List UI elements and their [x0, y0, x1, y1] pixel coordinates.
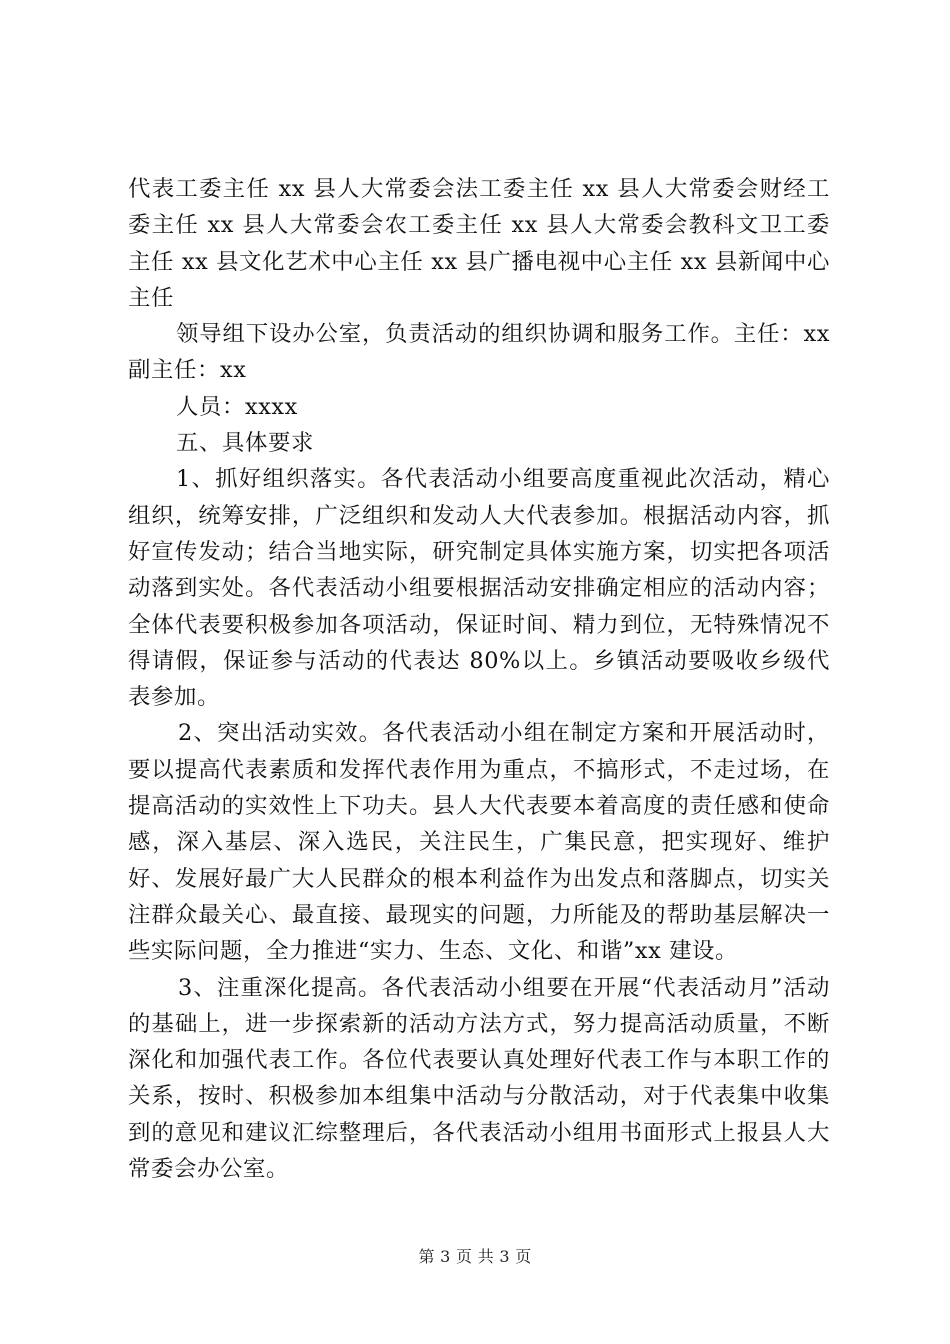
paragraph-requirement-2: 2、突出活动实效。各代表活动小组在制定方案和开展活动时，要以提高代表素质和发挥代表作用为重点，不搞形式，不走过场，在提高活动的实效性上下功夫。县人大代表要本着高度的责任感和使命感，深入基层、深入选民，关注民生，广集民意，把实现好、维护好、发展好最广大人民群众的根本利益作为出发点和落脚点，切实关注群众最关心、最直接、最现实的问题，力所能及的帮助基层解决一些实际问题，全力推进“实力、生态、文化、和谐”xx 建设。 — [128, 720, 830, 965]
section-heading-requirements: 五、具体要求 — [176, 430, 314, 457]
paragraph-committee-list: 代表工委主任 xx 县人大常委会法工委主任 xx 县人大常委会财经工委主任 xx 县人大常委会农工委主任 xx 县人大常委会教科文卫工委主任 xx 县文化艺术中心主任 xx 县广播电视中心主任 xx 县新闻中心主任 — [128, 176, 830, 311]
page-footer: 第 3 页 共 3 页 — [418, 1247, 532, 1266]
document-body — [128, 171, 830, 1187]
paragraph-office: 领导组下设办公室，负责活动的组织协调和服务工作。主任：xx 副主任：xx — [128, 321, 830, 384]
paragraph-staff: 人员：xxxx — [176, 393, 298, 420]
paragraph-requirement-1: 1、抓好组织落实。各代表活动小组要高度重视此次活动，精心组织，统筹安排，广泛组织和发动人大代表参加。根据活动内容，抓好宣传发动；结合当地实际，研究制定具体实施方案，切实把各项活动落到实处。各代表活动小组要根据活动安排确定相应的活动内容；全体代表要积极参加各项活动，保证时间、精力到位，无特殊情况不得请假，保证参与活动的代表达 80%以上。乡镇活动要吸收乡级代表参加。 — [128, 466, 830, 711]
paragraph-requirement-3: 3、注重深化提高。各代表活动小组要在开展“代表活动月”活动的基础上，进一步探索新的活动方法方式，努力提高活动质量，不断深化和加强代表工作。各位代表要认真处理好代表工作与本职工作的关系，按时、积极参加本组集中活动与分散活动，对于代表集中收集到的意见和建议汇综整理后，各代表活动小组用书面形式上报县人大常委会办公室。 — [128, 974, 830, 1183]
